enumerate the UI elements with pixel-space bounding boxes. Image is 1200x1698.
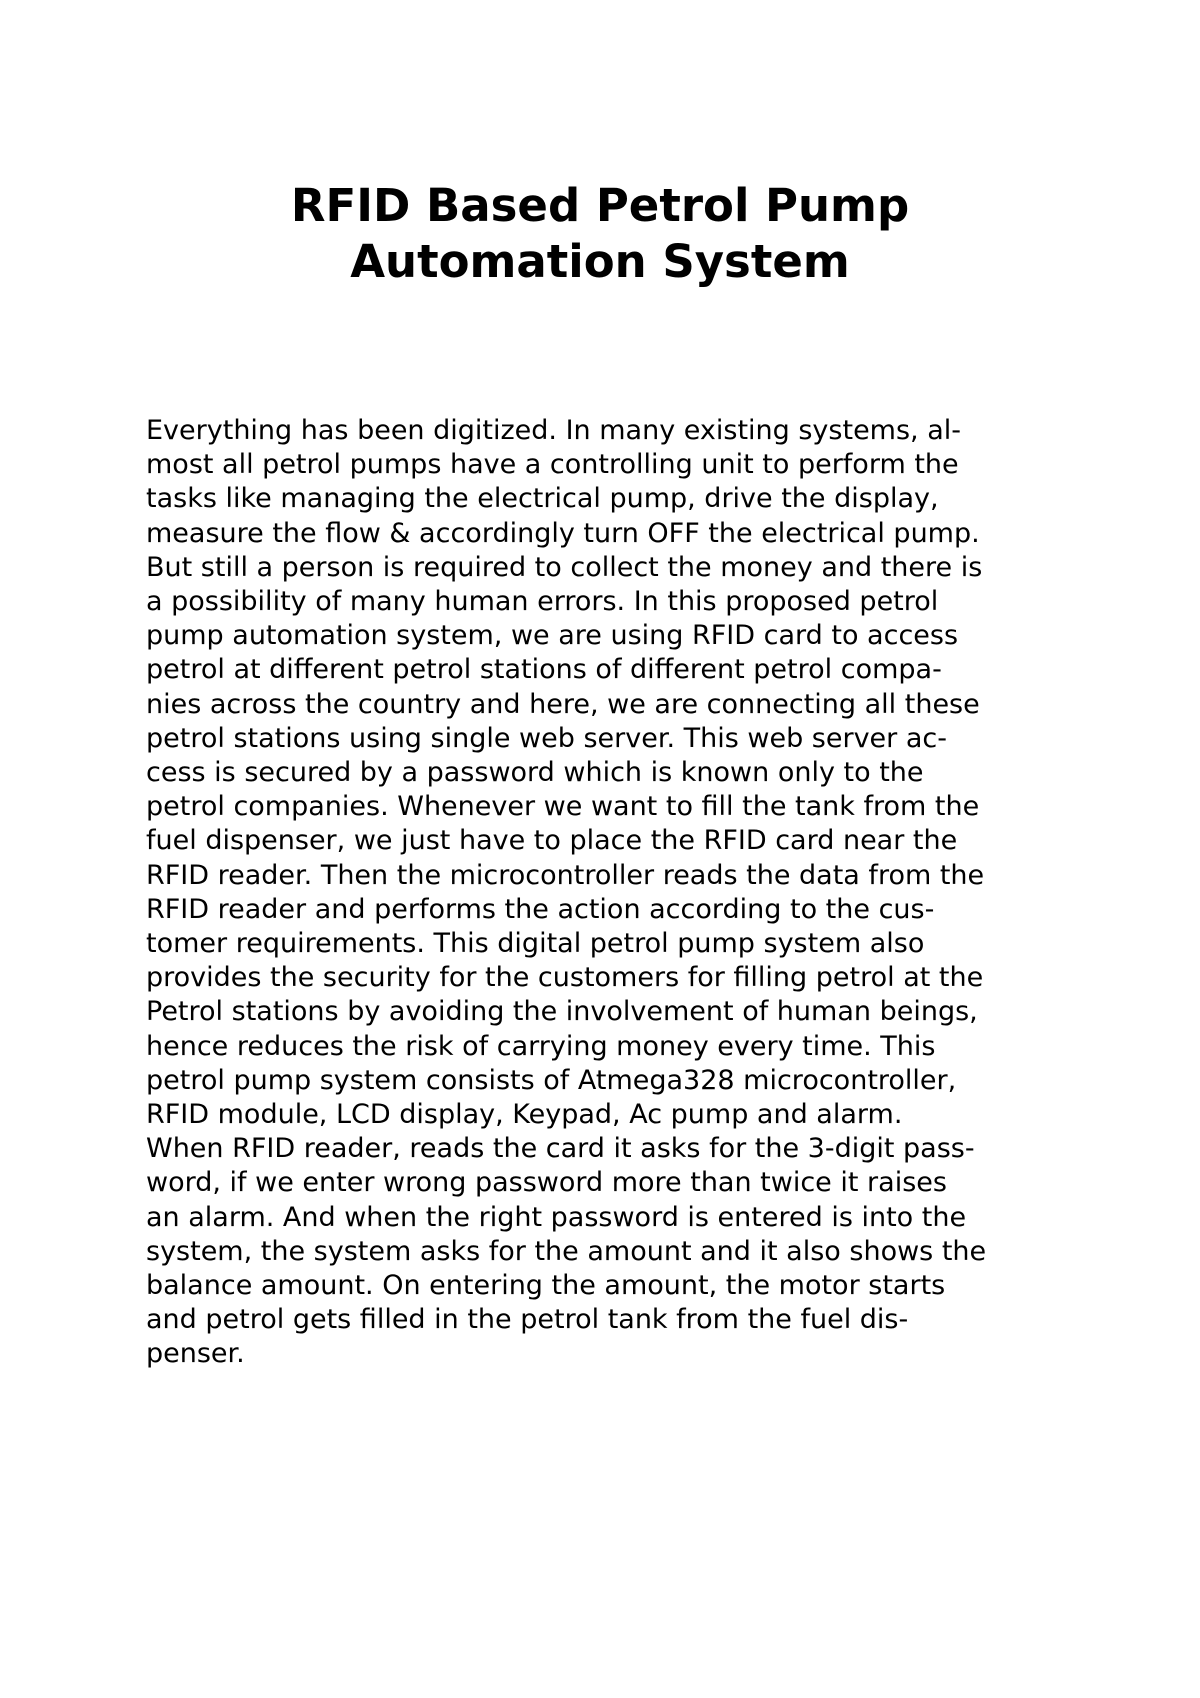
body-line: nies across the country and here, we are connecting all these [146, 688, 980, 720]
body-line: But still a person is required to collect the money and there is [146, 551, 983, 583]
document-title [0, 178, 1200, 290]
body-line: petrol companies. Whenever we want to fill the tank from the [146, 791, 980, 823]
body-line: RFID module, LCD display, Keypad, Ac pump and alarm. [146, 1099, 903, 1131]
body-line: cess is secured by a password which is known only to the [146, 757, 924, 789]
body-line: tomer requirements. This digital petrol pump system also [146, 928, 925, 960]
body-line: fuel dispenser, we just have to place the RFID card near the [146, 825, 958, 857]
body-line: system, the system asks for the amount and it also shows the [146, 1235, 987, 1267]
body-line: petrol stations using single web server. This web server ac- [146, 722, 947, 754]
body-line: measure the flow & accordingly turn OFF the electrical pump. [146, 517, 980, 549]
title-line: RFID Based Petrol Pump [290, 179, 910, 232]
body-line: RFID reader and performs the action according to the cus- [146, 893, 935, 925]
body-line: word, if we enter wrong password more than twice it raises [146, 1167, 947, 1199]
body-line: a possibility of many human errors. In this proposed petrol [146, 586, 939, 618]
body-line: petrol pump system consists of Atmega328 microcontroller, [146, 1064, 957, 1096]
body-line: tasks like managing the electrical pump, drive the display, [146, 483, 939, 515]
body-line: and petrol gets filled in the petrol tank from the fuel dis- [146, 1304, 909, 1336]
body-line: Petrol stations by avoiding the involvement of human beings, [146, 996, 978, 1028]
body-line: Everything has been digitized. In many existing systems, al- [146, 415, 961, 446]
body-paragraph [146, 414, 1066, 1372]
body-line: balance amount. On entering the amount, the motor starts [146, 1270, 946, 1302]
body-line: When RFID reader, reads the card it asks for the 3-digit pass- [146, 1133, 975, 1165]
body-line: pump automation system, we are using RFID card to access [146, 620, 959, 652]
title-line: Automation System [350, 235, 850, 288]
body-line: penser. [146, 1338, 245, 1370]
body-line: provides the security for the customers for filling petrol at the [146, 962, 984, 994]
body-line: hence reduces the risk of carrying money every time. This [146, 1030, 936, 1062]
body-line: most all petrol pumps have a controlling unit to perform the [146, 449, 959, 481]
body-line: an alarm. And when the right password is entered is into the [146, 1201, 967, 1233]
body-line: RFID reader. Then the microcontroller reads the data from the [146, 859, 985, 891]
body-line: petrol at different petrol stations of different petrol compa- [146, 654, 942, 686]
